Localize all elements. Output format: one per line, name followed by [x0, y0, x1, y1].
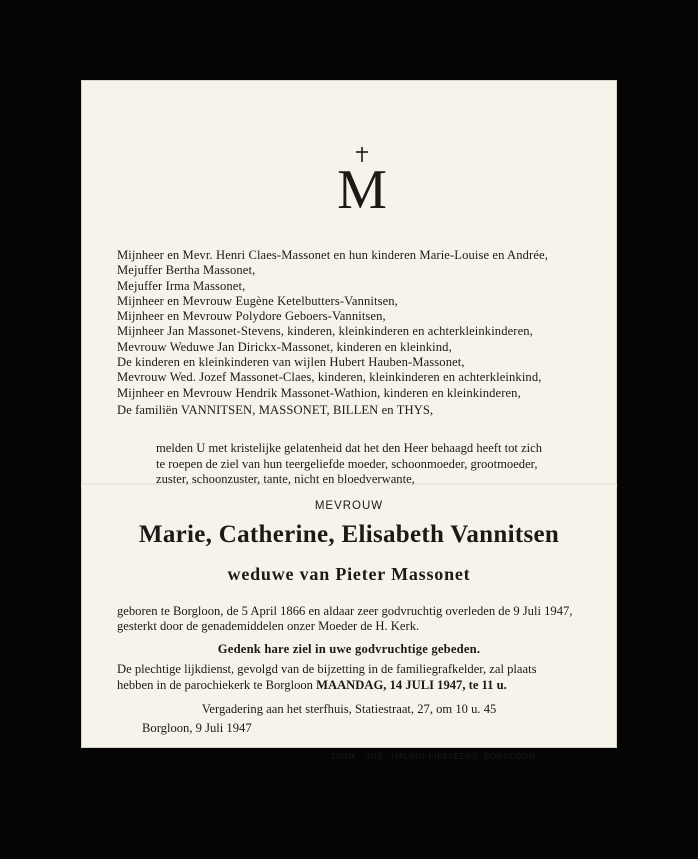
mourning-card [81, 80, 617, 761]
deceased-name: Marie, Catherine, Elisabeth Vannitsen [138, 521, 560, 548]
gathering-info: Vergadering aan het sterfhuis, Statiestraat, 27, om 10 u. 45 [201, 702, 497, 716]
notice-line: melden U met kristelijke gelatenheid dat het den Heer behaagd heeft tot zich [156, 441, 543, 455]
relative-line: Mevrouw Wed. Jozef Massonet-Claes, kinderen, kleinkinderen en achterkleinkind, [117, 370, 542, 385]
families-line: De familiën VANNITSEN, MASSONET, BILLEN en THYS, [117, 402, 434, 417]
notice-line: zuster, schoonzuster, tante, nicht en bloedverwante, [156, 472, 415, 486]
notice-line: te roepen de ziel van hun teergeliefde moeder, schoonmoeder, grootmoeder, [156, 456, 538, 471]
funeral-date: MAANDAG, 14 JULI 1947, te 11 u. [316, 677, 507, 692]
relatives-list [117, 248, 607, 418]
monogram-letter: M [337, 159, 387, 212]
prayer-request: Gedenk hare ziel in uwe godvruchtige gebeden. [217, 642, 481, 656]
relative-line: Mijnheer en Mevrouw Eugène Ketelbutters-Vannitsen, [117, 293, 398, 308]
relative-line: Mijnheer en Mevrouw Polydore Geboers-Vannitsen, [117, 309, 386, 324]
relative-line: Mijnheer en Mevr. Henri Claes-Massonet en hun kinderen Marie-Louise en Andrée, [117, 248, 548, 262]
funeral-details [117, 662, 607, 693]
relative-line: Mijnheer Jan Massonet-Stevens, kinderen, kleinkinderen en achterkleinkinderen, [117, 324, 533, 339]
relative-line: De kinderen en kleinkinderen van wijlen Hubert Hauben-Massonet, [117, 355, 465, 370]
salutation: MEVROUW [314, 500, 384, 512]
funeral-line [117, 678, 607, 694]
place-date: Borgloon, 9 Juli 1947 [142, 721, 252, 735]
birth-death-text: geboren te Borgloon, de 5 April 1866 en aldaar zeer godvruchtig overleden de 9 Juli 1947, gesterkt door de genademiddelen onzer Moeder de H. Kerk. [117, 604, 573, 634]
relative-line: Mejuffer Bertha Massonet, [117, 263, 256, 278]
funeral-line-start: hebben in de parochiekerk te Borgloon [117, 677, 317, 692]
relative-line: Mejuffer Irma Massonet, [117, 278, 246, 293]
marian-monogram-icon [327, 146, 397, 212]
relative-line: Mijnheer en Mevrouw Hendrik Massonet-Wathion, kinderen en kleinkinderen, [117, 385, 521, 400]
announcement-text [156, 441, 606, 488]
printer-credit: DRUK. JOS. HALING-PIPELEERS BORGLOON [332, 752, 536, 761]
widow-of-line: weduwe van Pieter Massonet [227, 564, 471, 584]
relative-line: Mevrouw Weduwe Jan Dirickx-Massonet, kinderen en kleinkind, [117, 339, 452, 354]
funeral-line: De plechtige lijkdienst, gevolgd van de bijzetting in de familiegrafkelder, zal plaats [117, 662, 537, 676]
